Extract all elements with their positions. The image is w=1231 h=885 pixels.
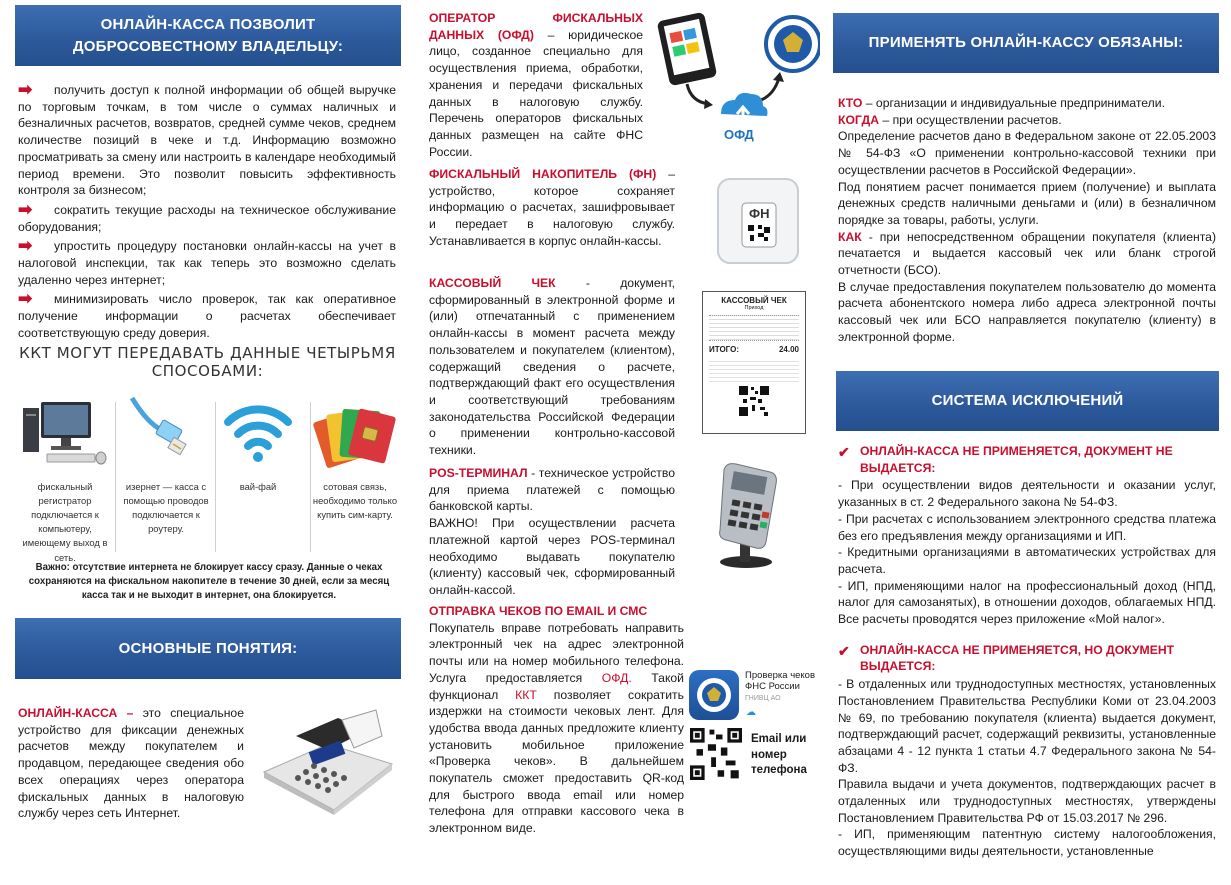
exception-2-item: - В отдаленных или труднодоступных местностях, установленных Постановлением Правительства Республики Коми от 23.04.2003 № 69, по требованию покупателя (клиента) выдается документ, подтверждающий расчет, содержащий реквизиты, установленные абзацами 4 - 12 пункта 1 статьи 4.7 Федерального закона № 54-ФЗ. xyxy=(838,677,1216,775)
receipt-total-value: 24.00 xyxy=(778,345,799,354)
kak-line xyxy=(838,229,1216,279)
kak-text: - при непосредственном обращении покупателя (клиента) печатается и выдается кассовый чек или бланк строгой отчетности (БСО). xyxy=(838,229,1217,278)
kkt-title: ККТ МОГУТ ПЕРЕДАВАТЬ ДАННЫЕ ЧЕТЫРЬМЯ СПОСОБАМИ: xyxy=(19,344,396,380)
term-kassa: ОНЛАЙН-КАССА – xyxy=(18,706,134,720)
cloud-download-icon: ☁ xyxy=(746,707,756,718)
exception-1-item: - При осуществлении видов деятельности и оказании услуг, указанных в ст. 2 Федерального закона № 54-ФЗ. xyxy=(838,478,1216,510)
kkt-way-wifi xyxy=(210,394,306,559)
kak-paragraph: В случае предоставления покупателем пользователю до момента расчета абонентского номера либо адреса электронной почты кассовый чек или БСО направляется покупателю (клиенту) в электронной форме. xyxy=(838,279,1216,344)
def-fn: – устройство, которое сохраняет информацию о расчетах, зашифровывает и передает в налоговую службу. Устанавливается в корпус онлайн-кассы. xyxy=(429,167,675,248)
email-ofd-highlight: ОФД. xyxy=(601,670,632,685)
benefit-item: ➡ получить доступ к полной информации об общей выручке по торговым точкам, в том числе о суммах наличных и безналичных расчетов, возвратов, средней сумме чеков, среднем количестве позиций в чеке и т.д. Информацию возможно просматривать за смену или настроить в календаре необходимый период времени. Это позволит повысить эффективность контроля за бизнесом; xyxy=(18,80,396,198)
app-name: Проверка чеков ФНС России xyxy=(745,670,816,693)
pos-terminal-image xyxy=(706,458,796,570)
banner-exceptions-text: СИСТЕМА ИСКЛЮЧЕНИЙ xyxy=(931,392,1124,410)
exception-1-item: - Кредитными организациями в автоматических устройствах для расчета. xyxy=(838,545,1216,576)
def-ofd: – юридическое лицо, созданное специально для осуществления приема, обработки, хранения и передачи фискальных данных в налоговую службу. Перечень операторов фискальных данных размещен на сайте ФНС России. xyxy=(429,27,643,159)
kkt-way-computer xyxy=(17,394,113,563)
must-use-section xyxy=(838,95,1216,346)
arrow-right-icon: ➡ xyxy=(18,199,33,219)
exceptions-section xyxy=(838,443,1216,860)
kto-text: – организации и индивидуальные предприниматели. xyxy=(865,96,1165,110)
banner-exceptions xyxy=(836,371,1219,431)
exception-2-item: Правила выдачи и учета документов, подтверждающих расчет в отдаленных или труднодоступных местностях, утверждены Постановлением Правительства РФ от 15.03.2017 № 296. xyxy=(838,777,1216,825)
definition-2: Под понятием расчет понимается прием (получение) и выплата денежных средств наличными деньгами и (или) в безналичном порядке за товары, работы, услуги. xyxy=(838,179,1216,227)
fns-emblem-icon xyxy=(689,670,739,720)
receipt-title: КАССОВЫЙ ЧЕК xyxy=(721,296,787,305)
ethernet-cable-icon xyxy=(118,394,214,474)
banner-basic-concepts-text: ОСНОВНЫЕ ПОНЯТИЯ: xyxy=(118,639,298,657)
kkt-way-caption: изернет — касса с помощью проводов подключается к роутеру. xyxy=(123,481,209,535)
banner-kassa-allows-text: ОНЛАЙН-КАССА ПОЗВОЛИТ ДОБРОСОВЕСТНОМУ ВЛАДЕЛЬЦУ: xyxy=(72,15,344,55)
term-ofd: ОПЕРАТОР ФИСКАЛЬНЫХ ДАННЫХ (ОФД) xyxy=(429,11,643,42)
fn-device-image xyxy=(712,175,804,267)
term-fn: ФИСКАЛЬНЫЙ НАКОПИТЕЛЬ (ФН) xyxy=(429,167,657,181)
checkmark-icon: ✔ xyxy=(838,642,850,659)
kogda-line xyxy=(838,112,1216,129)
kassa-device-image xyxy=(258,702,398,817)
kto-line xyxy=(838,95,1216,112)
pos-important: ВАЖНО! При осуществлении расчета платежной картой через POS-терминал необходимо выдавать покупателю (клиенту) кассовый чек, сформированный онлайн-кассой. xyxy=(429,516,675,597)
kak-label: КАК xyxy=(838,229,862,244)
qr-code-icon xyxy=(690,728,742,780)
receipt-footer-lines xyxy=(709,358,799,382)
receipt-image xyxy=(702,291,806,434)
exception-1-title-text: ОНЛАЙН-КАССА НЕ ПРИМЕНЯЕТСЯ, ДОКУМЕНТ НЕ ВЫДАЕТСЯ: xyxy=(860,444,1173,475)
email-or-phone-label: Email или номер телефона xyxy=(751,733,807,777)
check-definition xyxy=(429,275,675,459)
arrow-right-icon: ➡ xyxy=(18,289,33,309)
arrow-right-icon: ➡ xyxy=(18,236,33,256)
wifi-icon xyxy=(210,394,306,474)
ofd-label: ОФД xyxy=(724,127,754,142)
kkt-way-cellular xyxy=(307,394,403,559)
banner-kassa-allows xyxy=(15,5,401,66)
receipt-total-label: ИТОГО: xyxy=(709,345,739,354)
email-text-1: Покупатель вправе потребовать направить электронный чек на адрес электронной почты или на номер мобильного телефона. Услуга предоставляется xyxy=(429,620,684,685)
app-card xyxy=(689,667,819,725)
def-check: - документ, сформированный в электронной форме и (или) отпечатанный с применением онлайн-кассы в момент расчета между пользователем и покупателем (клиентом), содержащий сведения о расчете, подтверждающий факт его осуществления и соответствующий требованиям законодательства Российской Федерации о применении контрольно-кассовой техники. xyxy=(429,276,676,458)
ofd-definition xyxy=(429,10,643,160)
exception-2-item: - ИП, применяющим патентную систему налогообложения, осуществляющими виды деятельности, установленные xyxy=(838,827,1216,859)
app-developer: ГНИВЦ АО xyxy=(745,695,781,702)
exception-1-title xyxy=(838,443,1216,476)
kkt-infographic xyxy=(15,342,400,602)
exception-1-item: - При расчетах с использованием электронного средства платежа без его предъявления между организациями и ИП. xyxy=(838,511,1216,543)
sim-card-icon xyxy=(307,394,403,474)
exception-2-title xyxy=(838,642,1216,675)
benefit-item: ➡ упростить процедуру постановки онлайн-кассы на учет в налоговой инспекции, так как теперь это возможно сделать удаленно через интернет; xyxy=(18,236,396,287)
banner-must-use-text: ПРИМЕНЯТЬ ОНЛАЙН-КАССУ ОБЯЗАНЫ: xyxy=(868,34,1184,52)
email-text-2: Такой функционал xyxy=(429,670,684,702)
computer-icon xyxy=(17,394,113,474)
email-kkt-highlight: ККТ xyxy=(515,687,537,702)
def-kassa: это специальное устройство для фиксации денежных расчетов между покупателем и продавцом, передающее сведения обо всех операциях через оператора фискальных данных в налоговую службу через сеть Интернет. xyxy=(18,706,244,821)
term-pos: POS-ТЕРМИНАЛ xyxy=(429,466,528,480)
kkt-way-caption: сотовая связь, необходимо только купить сим-карту. xyxy=(312,481,398,521)
divider xyxy=(115,402,116,552)
term-email: ОТПРАВКА ЧЕКОВ ПО EMAIL И СМС xyxy=(429,604,648,618)
definition-1: Определение расчетов дано в Федеральном законе от 22.05.2003 № 54-ФЗ «О применении контрольно-кассовой техники при осуществлении расчетов в Российской Федерации». xyxy=(838,129,1216,177)
pos-definition xyxy=(429,465,675,599)
email-text-3: позволяет сократить издержки на стоимости чековых лент. Для удобства ввода данных предложите клиенту установить мобильное приложение «Проверка чеков». В дальнейшем покупатель сможет предоставить QR-код для быстрого ввода email или номер телефона для отправки кассового чека в электронном виде. xyxy=(429,687,684,836)
qr-code-icon xyxy=(738,385,770,417)
banner-basic-concepts xyxy=(15,618,401,679)
arrow-right-icon: ➡ xyxy=(18,80,33,99)
checkmark-icon: ✔ xyxy=(838,444,850,460)
benefit-item: ➡ сократить текущие расходы на техническое обслуживание оборудования; xyxy=(18,199,396,234)
benefit-item: ➡ минимизировать число проверок, так как оперативное получение информации о расчетах обеспечивает соответствующую среду доверия. xyxy=(18,289,396,340)
fn-label: ФН xyxy=(749,206,770,221)
exception-2-title-text: ОНЛАЙН-КАССА НЕ ПРИМЕНЯЕТСЯ, НО ДОКУМЕНТ ВЫДАЕТСЯ: xyxy=(860,642,1175,674)
ofd-flow-image xyxy=(655,10,820,145)
app-icon xyxy=(689,670,739,720)
receipt-total xyxy=(709,345,799,354)
kkt-way-caption: фискальный регистратор подключается к компьютеру, имеющему выход в сеть. xyxy=(22,481,108,563)
term-check: КАССОВЫЙ ЧЕК xyxy=(429,276,556,290)
kogda-text: – при осуществлении расчетов. xyxy=(882,112,1062,127)
email-section xyxy=(429,603,684,837)
banner-must-use xyxy=(833,13,1219,73)
kkt-way-caption: вай-фай xyxy=(239,481,277,492)
receipt-lines xyxy=(709,315,799,341)
benefits-list xyxy=(18,81,396,344)
kkt-note: Важно: отсутствие интернета не блокирует кассу сразу. Данные о чеках сохраняются на фискальном накопителе в течение 30 дней, если за месяц касса так и не выходит в интернет, она блокируется. xyxy=(28,562,390,602)
def-pos: - техническое устройство для приема платежей с помощью банковской карты. xyxy=(429,466,676,514)
receipt-subtitle: Приход xyxy=(744,305,764,311)
kassa-definition xyxy=(18,705,244,822)
kogda-label: КОГДА xyxy=(838,112,880,127)
exception-1-item: - ИП, применяющими налог на профессиональный доход (НПД, налог для самозанятых), в отношении доходов, облагаемых НПД. Все расчеты проводятся через приложение «Мой налог». xyxy=(838,578,1216,627)
kkt-way-ethernet xyxy=(118,394,214,559)
kto-label: КТО xyxy=(838,96,863,110)
fn-definition xyxy=(429,166,675,250)
